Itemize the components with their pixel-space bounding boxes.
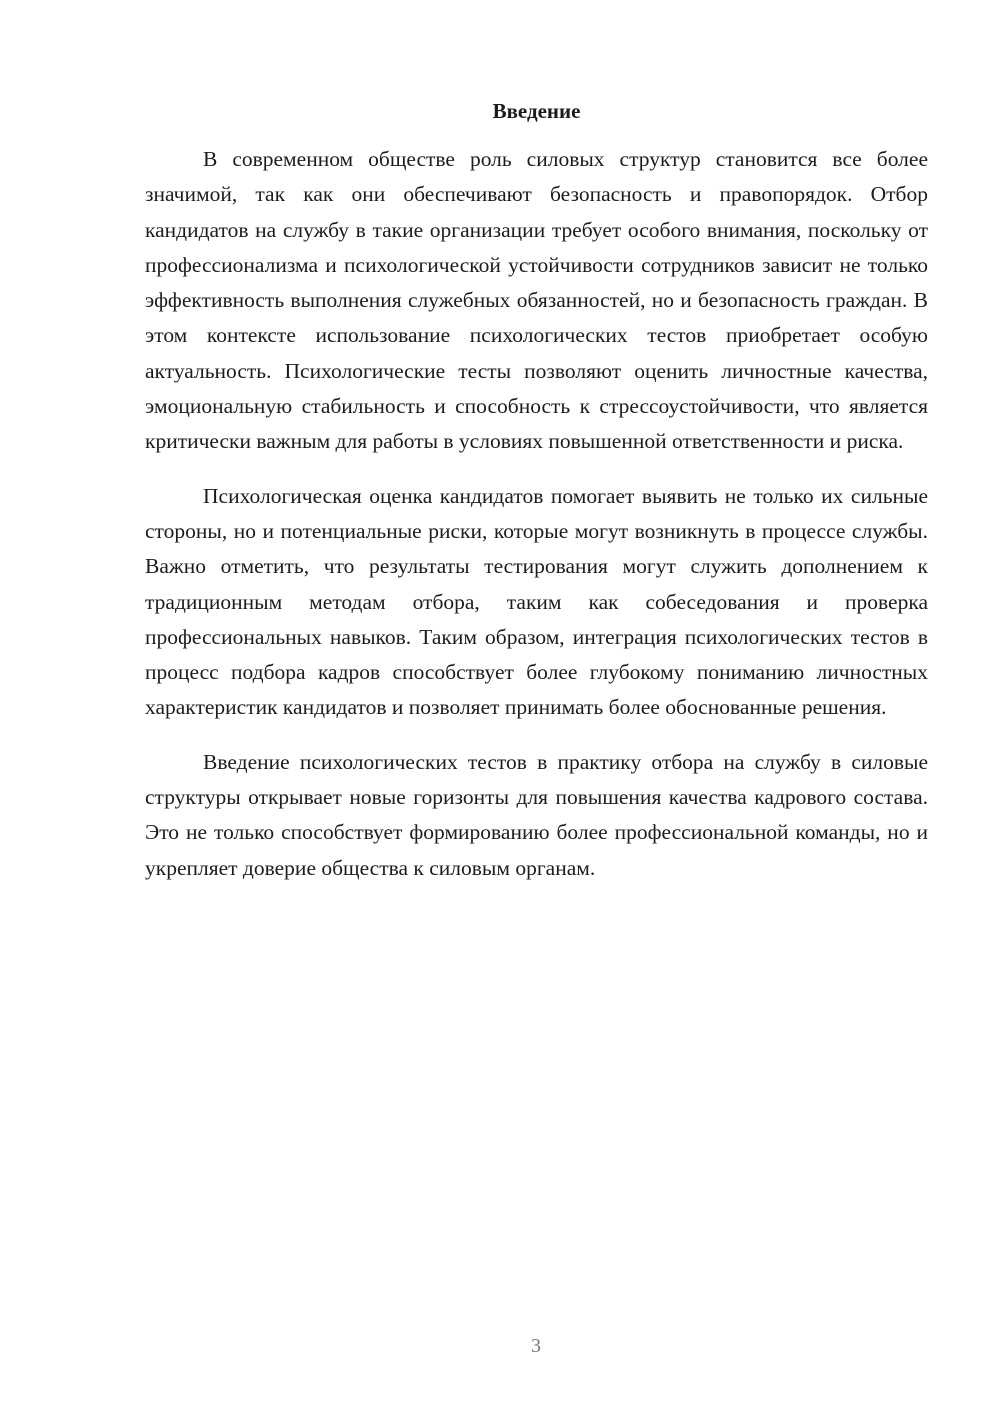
page-number: 3	[531, 1335, 541, 1357]
paragraph-2: Психологическая оценка кандидатов помогает выявить не только их сильные стороны, но и потенциальные риски, которые могут возникнуть в процессе службы. Важно отметить, что результаты тестирования могут служить дополнением к традиционным методам отбора, таким как собеседования и проверка профессиональных навыков. Таким образом, интеграция психологических тестов в процесс подбора кадров способствует более глубокому пониманию личностных характеристик кандидатов и позволяет принимать более обоснованные решения.	[145, 483, 928, 720]
body-text	[145, 142, 928, 905]
paragraph-3: Введение психологических тестов в практику отбора на службу в силовые структуры открывает новые горизонты для повышения качества кадрового состава. Это не только способствует формированию более профессиональной команды, но и укрепляет доверие общества к силовым органам.	[145, 749, 928, 880]
paragraph-1: В современном обществе роль силовых структур становится все более значимой, так как они обеспечивают безопасность и правопорядок. Отбор кандидатов на службу в такие организации требует особого внимания, поскольку от профессионализма и психологической устойчивости сотрудников зависит не только эффективность выполнения служебных обязанностей, но и безопасность граждан. В этом контексте использование психологических тестов приобретает особую актуальность. Психологические тесты позволяют оценить личностные качества, эмоциональную стабильность и способность к стрессоустойчивости, что является критически важным для работы в условиях повышенной ответственности и риска.	[145, 147, 928, 454]
section-heading: Введение	[492, 99, 581, 123]
